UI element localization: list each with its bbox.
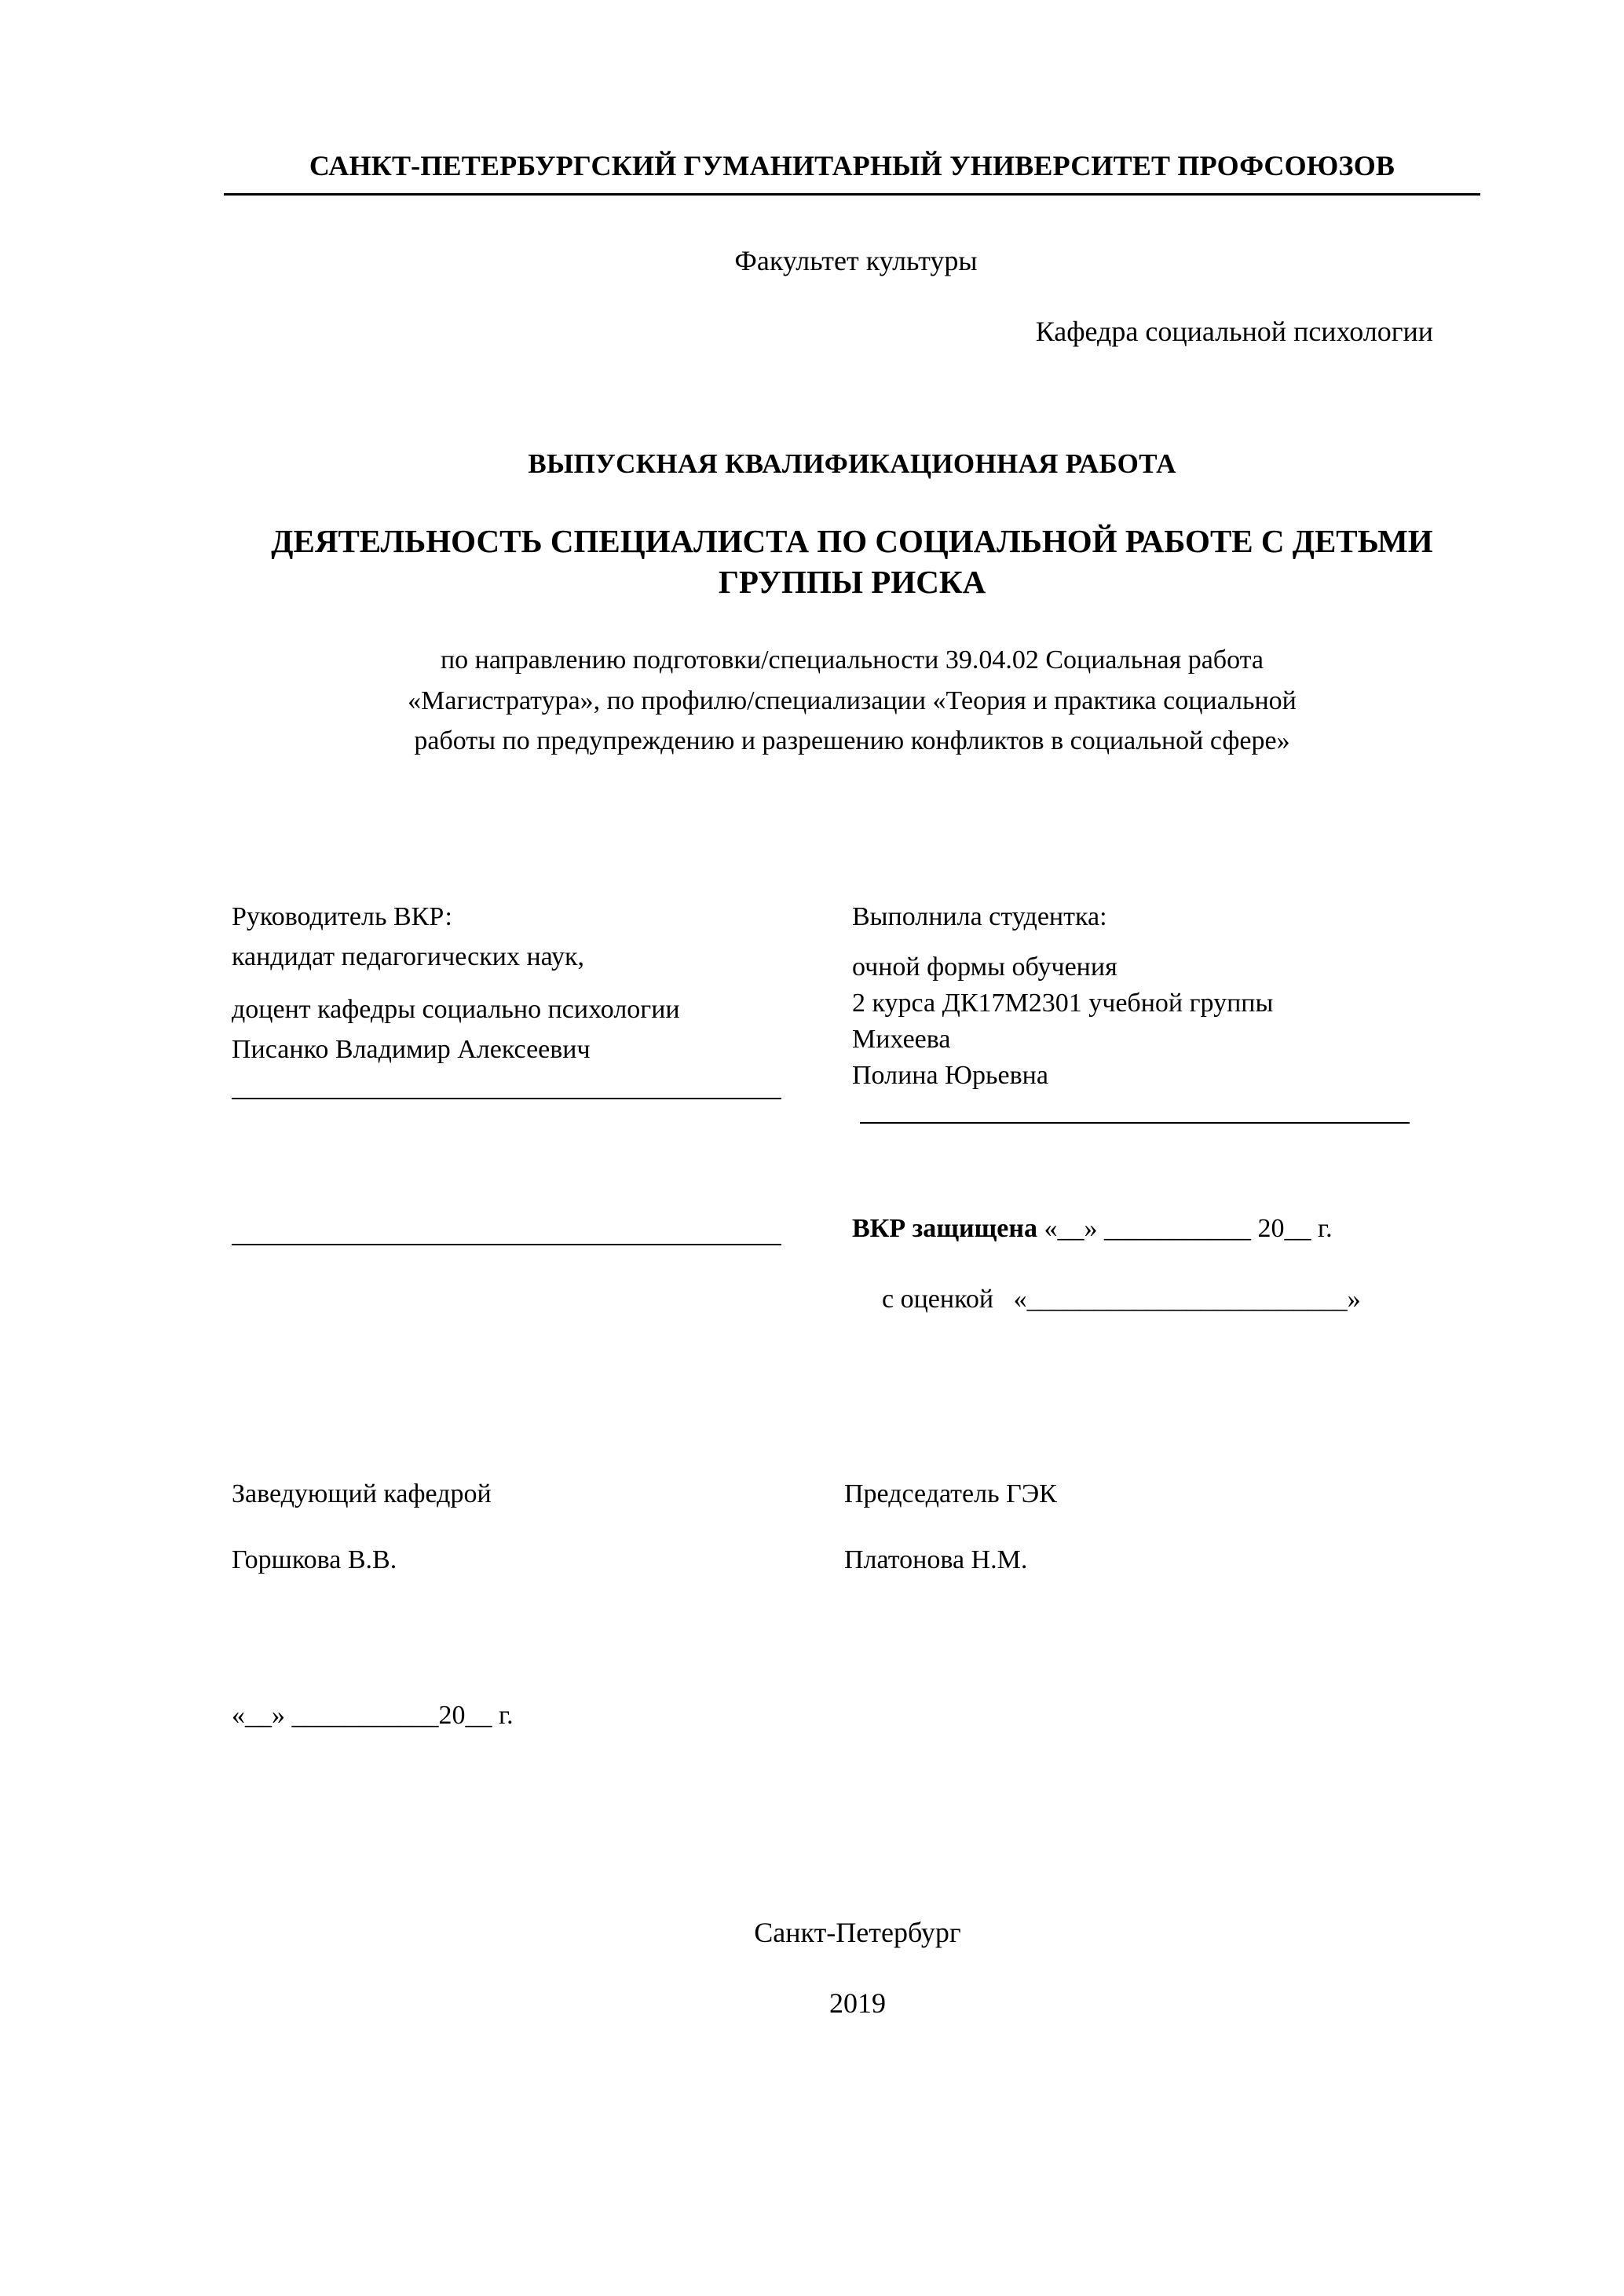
spacer <box>852 937 1465 949</box>
defense-date-template: «__» ___________ 20__ г. <box>1044 1214 1333 1244</box>
student-group: 2 курса ДК17М2301 учебной группы <box>852 989 1274 1018</box>
defense-line <box>852 1214 1480 1244</box>
defense-area <box>224 1214 1480 1395</box>
student-block <box>852 897 1465 1124</box>
program-line-1: по направлению подготовки/специальности 39.04.02 Социальная работа <box>440 645 1264 675</box>
supervisor-heading: Руководитель ВКР: <box>232 902 452 932</box>
student-form: очной формы обучения <box>852 952 1117 982</box>
program-line-3: работы по предупреждению и разрешению конфликтов в социальной сфере» <box>414 726 1290 756</box>
page-content <box>224 149 1480 2020</box>
city-name: Санкт-Петербург <box>754 1917 961 1949</box>
supervisor-degree: кандидат педагогических наук, <box>232 942 585 972</box>
student-surname: Михеева <box>852 1024 951 1054</box>
university-name: САНКТ-ПЕТЕРБУРГСКИЙ ГУМАНИТАРНЫЙ УНИВЕРСИТЕТ ПРОФСОЮЗОВ <box>224 149 1480 196</box>
student-given-name: Полина Юрьевна <box>852 1060 1048 1090</box>
page-title: ДЕЯТЕЛЬНОСТЬ СПЕЦИАЛИСТА ПО СОЦИАЛЬНОЙ РАБОТЕ С ДЕТЬМИ ГРУППЫ РИСКА <box>271 523 1433 601</box>
defense-signature-line <box>232 1242 781 1245</box>
grade-line <box>852 1285 1480 1314</box>
supervisor-block <box>232 897 828 1099</box>
program-line-2: «Магистратура», по профилю/специализации «Теория и практика социальной <box>408 686 1297 715</box>
gek-name: Платонова Н.М. <box>844 1545 1028 1575</box>
supervisor-position: доцент кафедры социально психологии <box>232 995 680 1025</box>
chair-label: Заведующий кафедрой <box>232 1479 492 1509</box>
chair-name: Горшкова В.В. <box>232 1545 397 1575</box>
supervisor-name: Писанко Владимир Алексеевич <box>232 1035 591 1065</box>
defense-block <box>852 1214 1480 1314</box>
student-heading: Выполнила студентка: <box>852 902 1107 932</box>
signature-area <box>224 897 1480 1179</box>
year: 2019 <box>829 1987 886 2020</box>
faculty-name: Факультет культуры <box>734 245 978 276</box>
chair-block <box>232 1479 813 1575</box>
student-signature-line <box>860 1121 1410 1124</box>
defense-label: ВКР защищена <box>852 1214 1037 1244</box>
heads-area <box>224 1479 1480 1660</box>
footer-date-template: «__» ___________20__ г. <box>232 1701 514 1731</box>
gek-block <box>844 1479 1457 1575</box>
work-type-label: ВЫПУСКНАЯ КВАЛИФИКАЦИОННАЯ РАБОТА <box>528 448 1176 479</box>
grade-label: с оценкой <box>882 1285 994 1314</box>
grade-template: «________________________» <box>1013 1285 1361 1314</box>
supervisor-signature-line <box>232 1096 781 1099</box>
program-info <box>224 640 1480 762</box>
department-name: Кафедра социальной психологии <box>1035 316 1433 347</box>
gek-label: Председатель ГЭК <box>844 1479 1057 1509</box>
spacer <box>232 977 828 989</box>
